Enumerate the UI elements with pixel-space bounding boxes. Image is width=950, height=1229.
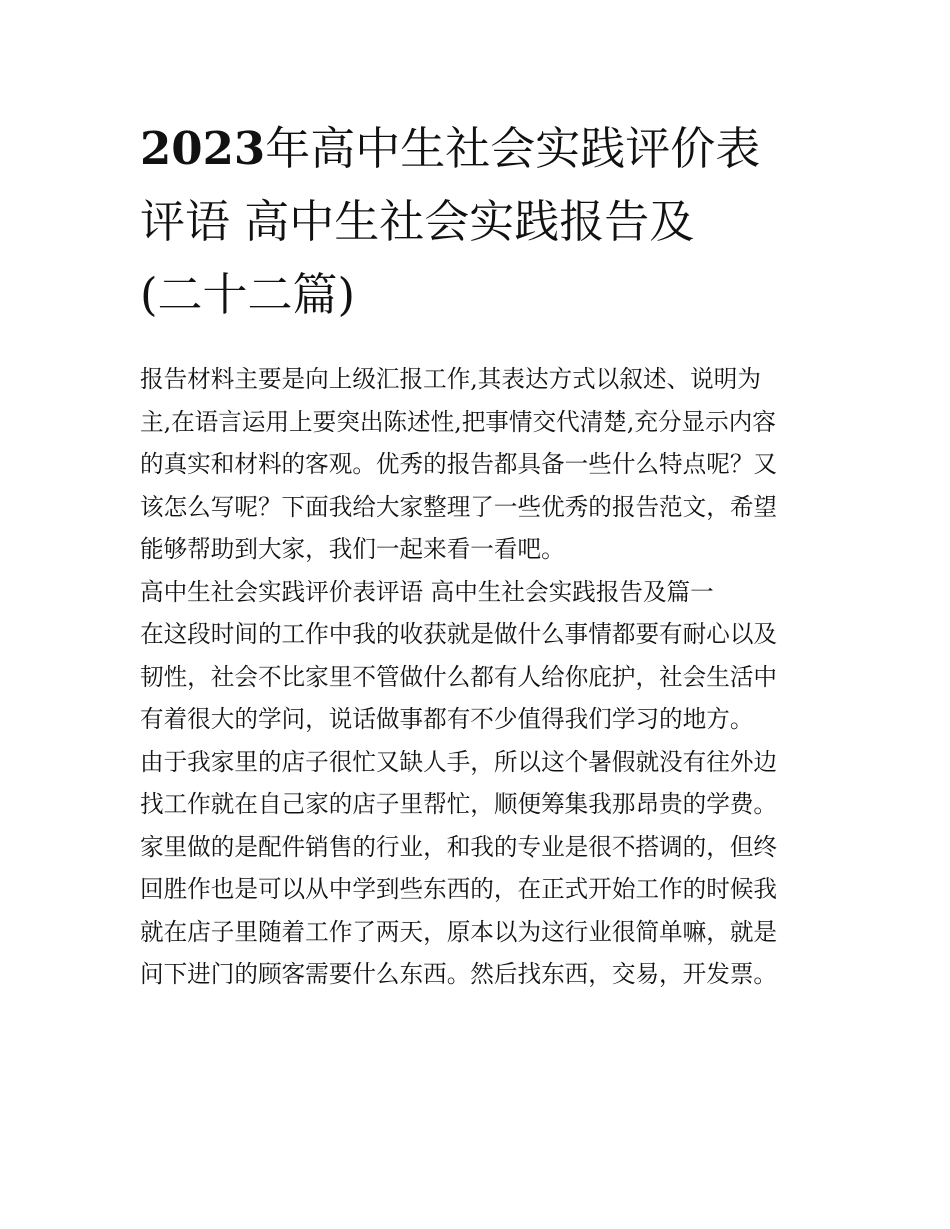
title-year: 2023: [140, 122, 266, 175]
body-line: 回胜作也是可以从中学到些东西的，在正式开始工作的时候我: [140, 875, 778, 903]
body-line: 韧性，社会不比家里不管做什么都有人给你庇护，社会生活中: [140, 662, 778, 691]
document-title: [140, 112, 820, 331]
body-line: 就在店子里随着工作了两天，原本以为这行业很简单嘛，就是: [140, 917, 778, 946]
body-line: 由于我家里的店子很忙又缺人手，所以这个暑假就没有往外边: [140, 747, 778, 776]
body-line: 能够帮助到大家，我们一起来看一看吧。: [140, 535, 565, 563]
title-line-2: 评语 高中生社会实践报告及: [140, 195, 695, 248]
body-line: 问下进门的顾客需要什么东西。然后找东西，交易，开发票。: [140, 960, 778, 988]
document-body: [140, 358, 820, 996]
body-line: 找工作就在自己家的店子里帮忙，顺便筹集我那昂贵的学费。: [140, 790, 778, 818]
body-line: 该怎么写呢？下面我给大家整理了一些优秀的报告范文，希望: [140, 492, 778, 521]
title-line-3: (二十二篇): [140, 268, 356, 321]
section-heading: 高中生社会实践评价表评语 高中生社会实践报告及篇一: [140, 577, 714, 606]
body-line: 的真实和材料的客观。优秀的报告都具备一些什么特点呢？又: [140, 450, 778, 478]
body-line: 报告材料主要是向上级汇报工作,其表达方式以叙述、说明为: [140, 365, 761, 393]
title-line-1: [140, 112, 820, 185]
body-line: 有着很大的学问，说话做事都有不少值得我们学习的地方。: [140, 705, 754, 733]
title-line-1-rest: 年高中生社会实践评价表: [265, 122, 761, 175]
body-line: 在这段时间的工作中我的收获就是做什么事情都要有耐心以及: [140, 620, 778, 648]
body-line: 家里做的是配件销售的行业，和我的专业是很不搭调的，但终: [140, 832, 778, 861]
body-line: 主,在语言运用上要突出陈述性,把事情交代清楚,充分显示内容: [140, 407, 776, 436]
